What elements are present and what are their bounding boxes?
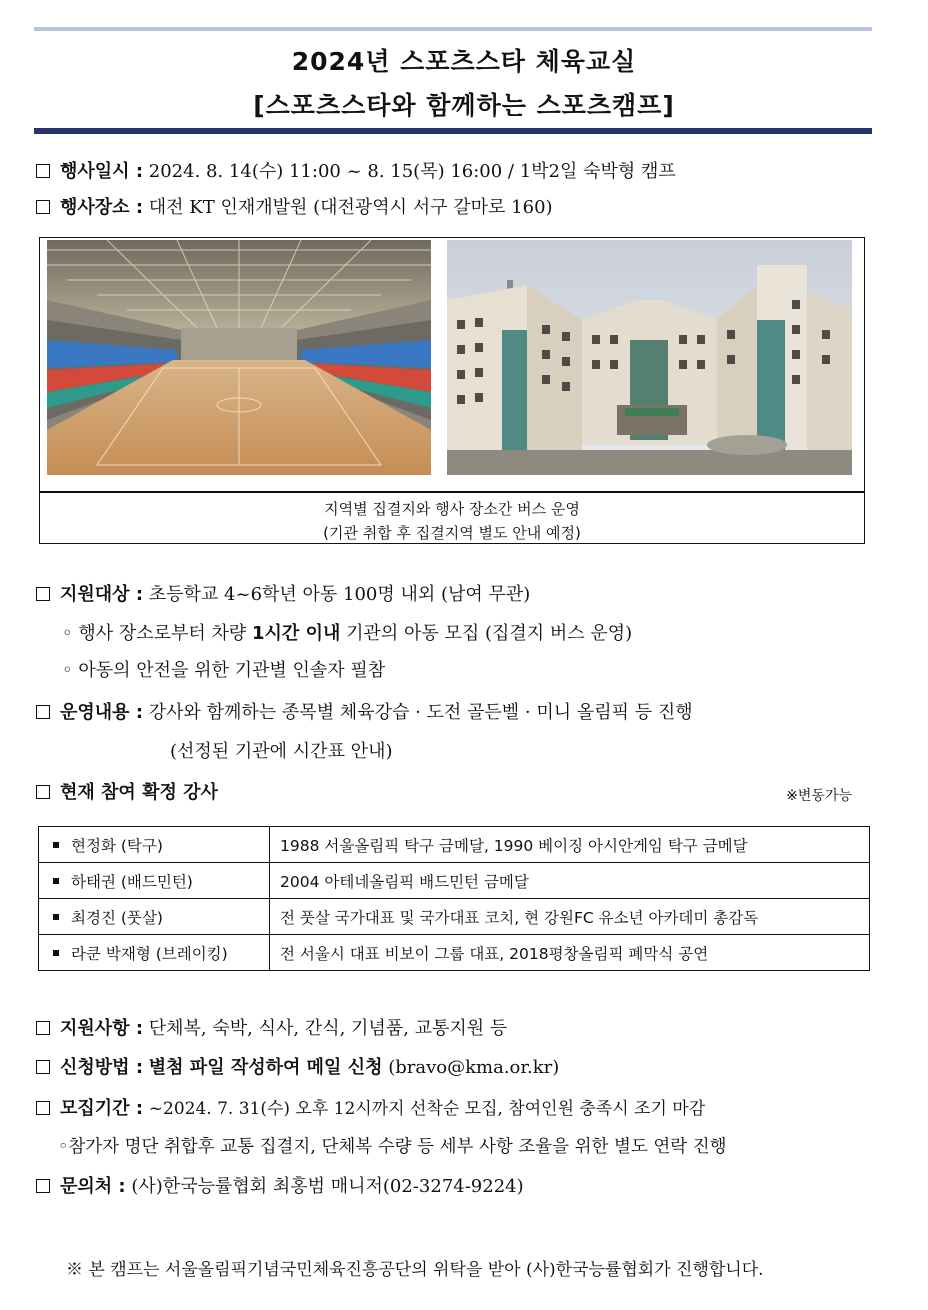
apply-label: 신청방법 : [60,1057,144,1078]
checkbox-icon [36,1021,50,1035]
event-date-value: 2024. 8. 14(수) 11:00 ~ 8. 15(목) 16:00 / 1박2일 숙박형 캠프 [148,161,676,182]
target-sub-1 [62,621,632,647]
title-rule [34,128,872,134]
instructor-name: 라쿤 박재형 (브레이킹) [71,944,228,963]
target-sub-2: ◦ 아동의 안전을 위한 기관별 인솔자 필참 [62,660,386,681]
photo-caption-line-1: 지역별 집결지와 행사 장소간 버스 운영 [324,500,580,518]
operation-label: 운영내용 : [60,702,144,723]
instructor-name: 현정화 (탁구) [71,836,163,855]
instructors-label: 현재 참여 확정 강사 [60,782,218,803]
operation-row [36,700,693,726]
event-place-row [36,195,553,221]
event-place-value: 대전 KT 인재개발원 (대전광역시 서구 갈마로 160) [148,197,553,218]
target-sub-1-pre: ◦ 행사 장소로부터 차량 [62,623,252,644]
top-rule [34,27,872,31]
event-place-label: 행사장소 : [60,197,144,218]
event-date-row [36,159,676,185]
instructor-name-cell [39,899,270,935]
contact-label: 문의처 : [60,1176,126,1197]
footer-note: ※ 본 캠프는 서울올림픽기념국민체육진흥공단의 위탁을 받아 (사)한국능률협회가 진행합니다. [66,1260,764,1280]
title-line-1: 2024년 스포츠스타 체육교실 [291,47,637,76]
target-row [36,582,530,608]
instructor-name-cell [39,863,270,899]
contact-row [36,1174,524,1200]
bullet-icon [53,878,59,884]
instructor-name-cell [39,827,270,863]
apply-email: (bravo@kma.or.kr) [388,1057,560,1078]
instructor-desc: 1988 서울올림픽 탁구 금메달, 1990 베이징 아시안게임 탁구 금메달 [270,827,870,863]
period-value: ~2024. 7. 31(수) 오후 12시까지 선착순 모집, 참여인원 충족시 조기 마감 [148,1099,706,1119]
period-sub: ◦참가자 명단 취합후 교통 집결지, 단체복 수량 등 세부 사항 조율을 위한 별도 연락 진행 [58,1137,727,1157]
bullet-icon [53,914,59,920]
contact-value: (사)한국능률협회 최홍범 매니저(02-3274-9224) [131,1176,524,1197]
instructors-note: ※변동가능 [786,788,852,804]
target-label: 지원대상 : [60,584,144,605]
title-line-2: [스포츠스타와 함께하는 스포츠캠프] [253,91,675,120]
bullet-icon [53,950,59,956]
instructors-row [36,780,218,806]
instructor-desc: 2004 아테네올림픽 배드민턴 금메달 [270,863,870,899]
support-label: 지원사항 : [60,1018,144,1039]
period-label: 모집기간 : [60,1098,144,1119]
instructor-name: 하태권 (배드민턴) [71,872,193,891]
photo-caption-line-2: (기관 취합 후 집결지역 별도 안내 예정) [323,524,581,542]
operation-value-2: (선정된 기관에 시간표 안내) [170,741,393,762]
table-row [39,827,870,863]
photo-caption-divider [39,491,865,493]
period-row [36,1096,705,1122]
table-row [39,935,870,971]
instructor-name-cell [39,935,270,971]
operation-value: 강사와 함께하는 종목별 체육강습 · 도전 골든벨 · 미니 올림픽 등 진행 [148,702,693,723]
instructor-desc: 전 풋살 국가대표 및 국가대표 코치, 현 강원FC 유소년 아카데미 총감독 [270,899,870,935]
event-date-label: 행사일시 : [60,161,144,182]
checkbox-icon [36,1179,50,1193]
target-sub-1-post: 기관의 아동 모집 (집결지 버스 운영) [340,623,633,644]
checkbox-icon [36,200,50,214]
apply-method: 별첨 파일 작성하여 메일 신청 [148,1057,383,1078]
support-row [36,1016,507,1042]
checkbox-icon [36,587,50,601]
checkbox-icon [36,785,50,799]
bullet-icon [53,842,59,848]
building-photo [447,240,852,475]
checkbox-icon [36,705,50,719]
checkbox-icon [36,1101,50,1115]
target-value: 초등학교 4~6학년 아동 100명 내외 (남여 무관) [148,584,531,605]
table-row [39,899,870,935]
checkbox-icon [36,164,50,178]
instructor-name: 최경진 (풋살) [71,908,163,927]
gymnasium-photo [47,240,431,475]
apply-row [36,1055,559,1081]
table-row [39,863,870,899]
support-value: 단체복, 숙박, 식사, 간식, 기념품, 교통지원 등 [148,1018,508,1039]
target-sub-1-bold: 1시간 이내 [252,623,341,644]
checkbox-icon [36,1060,50,1074]
instructor-desc: 전 서울시 대표 비보이 그룹 대표, 2018평창올림픽 폐막식 공연 [270,935,870,971]
instructors-table [38,826,870,971]
